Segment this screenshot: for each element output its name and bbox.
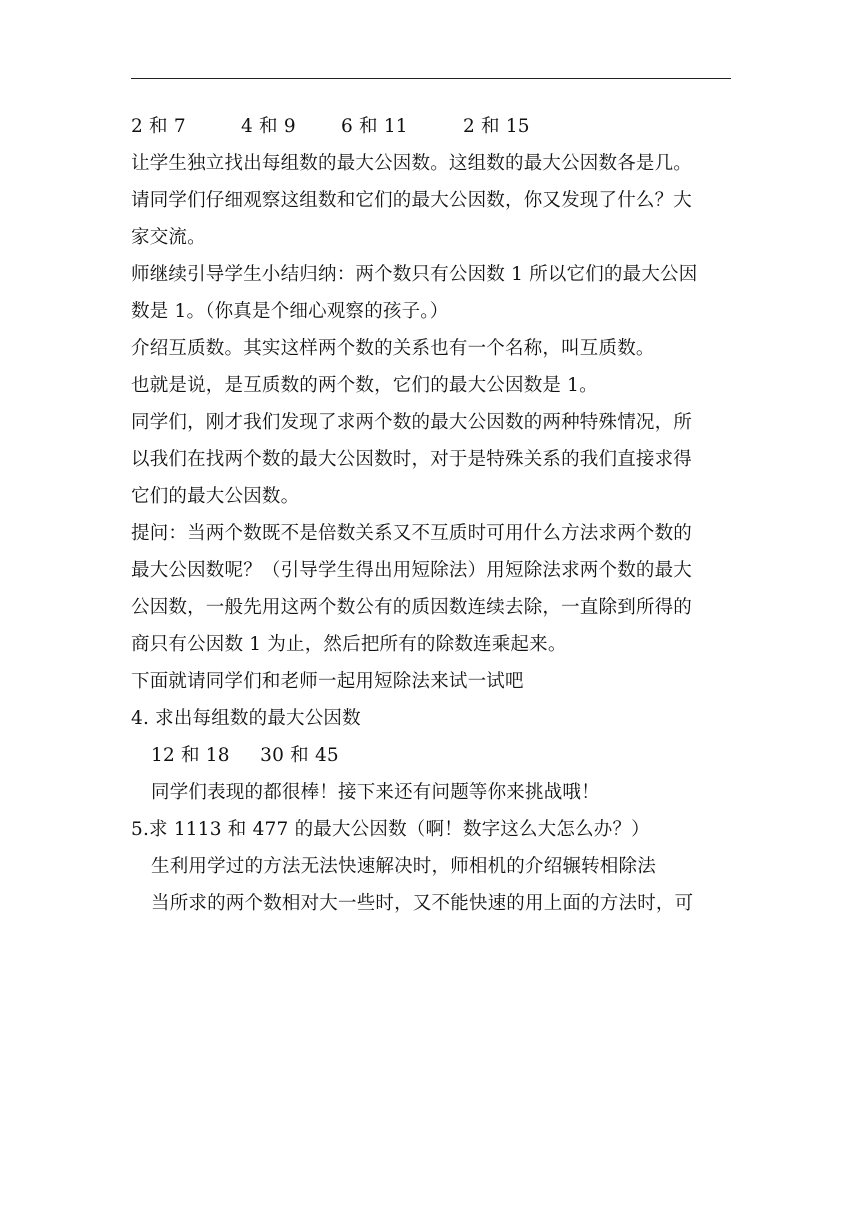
paragraph-line: 商只有公因数 1 为止，然后把所有的除数连乘起来。 [131,634,567,655]
pair-1: 2 和 7 [131,116,186,137]
pair-2: 4 和 9 [241,116,296,137]
paragraph-line: 以我们在找两个数的最大公因数时，对于是特殊关系的我们直接求得 [131,449,693,470]
paragraph-line: 也就是说，是互质数的两个数，它们的最大公因数是 1。 [131,375,598,396]
paragraph-line: 它们的最大公因数。 [131,486,300,507]
paragraph-line: 介绍互质数。其实这样两个数的关系也有一个名称，叫互质数。 [131,338,655,359]
document-body [131,108,731,922]
paragraph-line: 同学们表现的都很棒！接下来还有问题等你来挑战哦！ [151,782,600,803]
paragraph-line: 请同学们仔细观察这组数和它们的最大公因数，你又发现了什么？大 [131,190,693,211]
paragraph-line: 数是 1。（你真是个细心观察的孩子。） [131,301,449,322]
paragraph-line: 下面就请同学们和老师一起用短除法来试一试吧 [131,671,524,692]
pair-3: 6 和 11 [341,116,408,137]
paragraph-line: 公因数，一般先用这两个数公有的质因数连续去除，一直除到所得的 [131,597,693,618]
paragraph-line: 当所求的两个数相对大一些时，又不能快速的用上面的方法时，可 [151,893,694,914]
number-pairs [131,108,731,145]
paragraph-line: 提问：当两个数既不是倍数关系又不互质时可用什么方法求两个数的 [131,523,693,544]
exercise-heading-4: 4. 求出每组数的最大公因数 [131,708,361,729]
paragraph-line: 家交流。 [131,227,206,248]
pair-4: 2 和 15 [463,116,530,137]
paragraph-line: 生利用学过的方法无法快速解决时，师相机的介绍辗转相除法 [151,856,656,877]
paragraph-line: 让学生独立找出每组数的最大公因数。这组数的最大公因数各是几。 [131,153,693,174]
paragraph-line: 同学们，刚才我们发现了求两个数的最大公因数的两种特殊情况，所 [131,412,693,433]
exercise-heading-5: 5.求 1113 和 477 的最大公因数（啊！数字这么大怎么办？） [131,819,650,840]
header-rule [131,78,731,79]
paragraph-line: 师继续引导学生小结归纳：两个数只有公因数 1 所以它们的最大公因 [131,264,698,285]
exercise-numbers: 12 和 18 30 和 45 [151,745,339,766]
paragraph-line: 最大公因数呢？（引导学生得出用短除法）用短除法求两个数的最大 [131,560,693,581]
